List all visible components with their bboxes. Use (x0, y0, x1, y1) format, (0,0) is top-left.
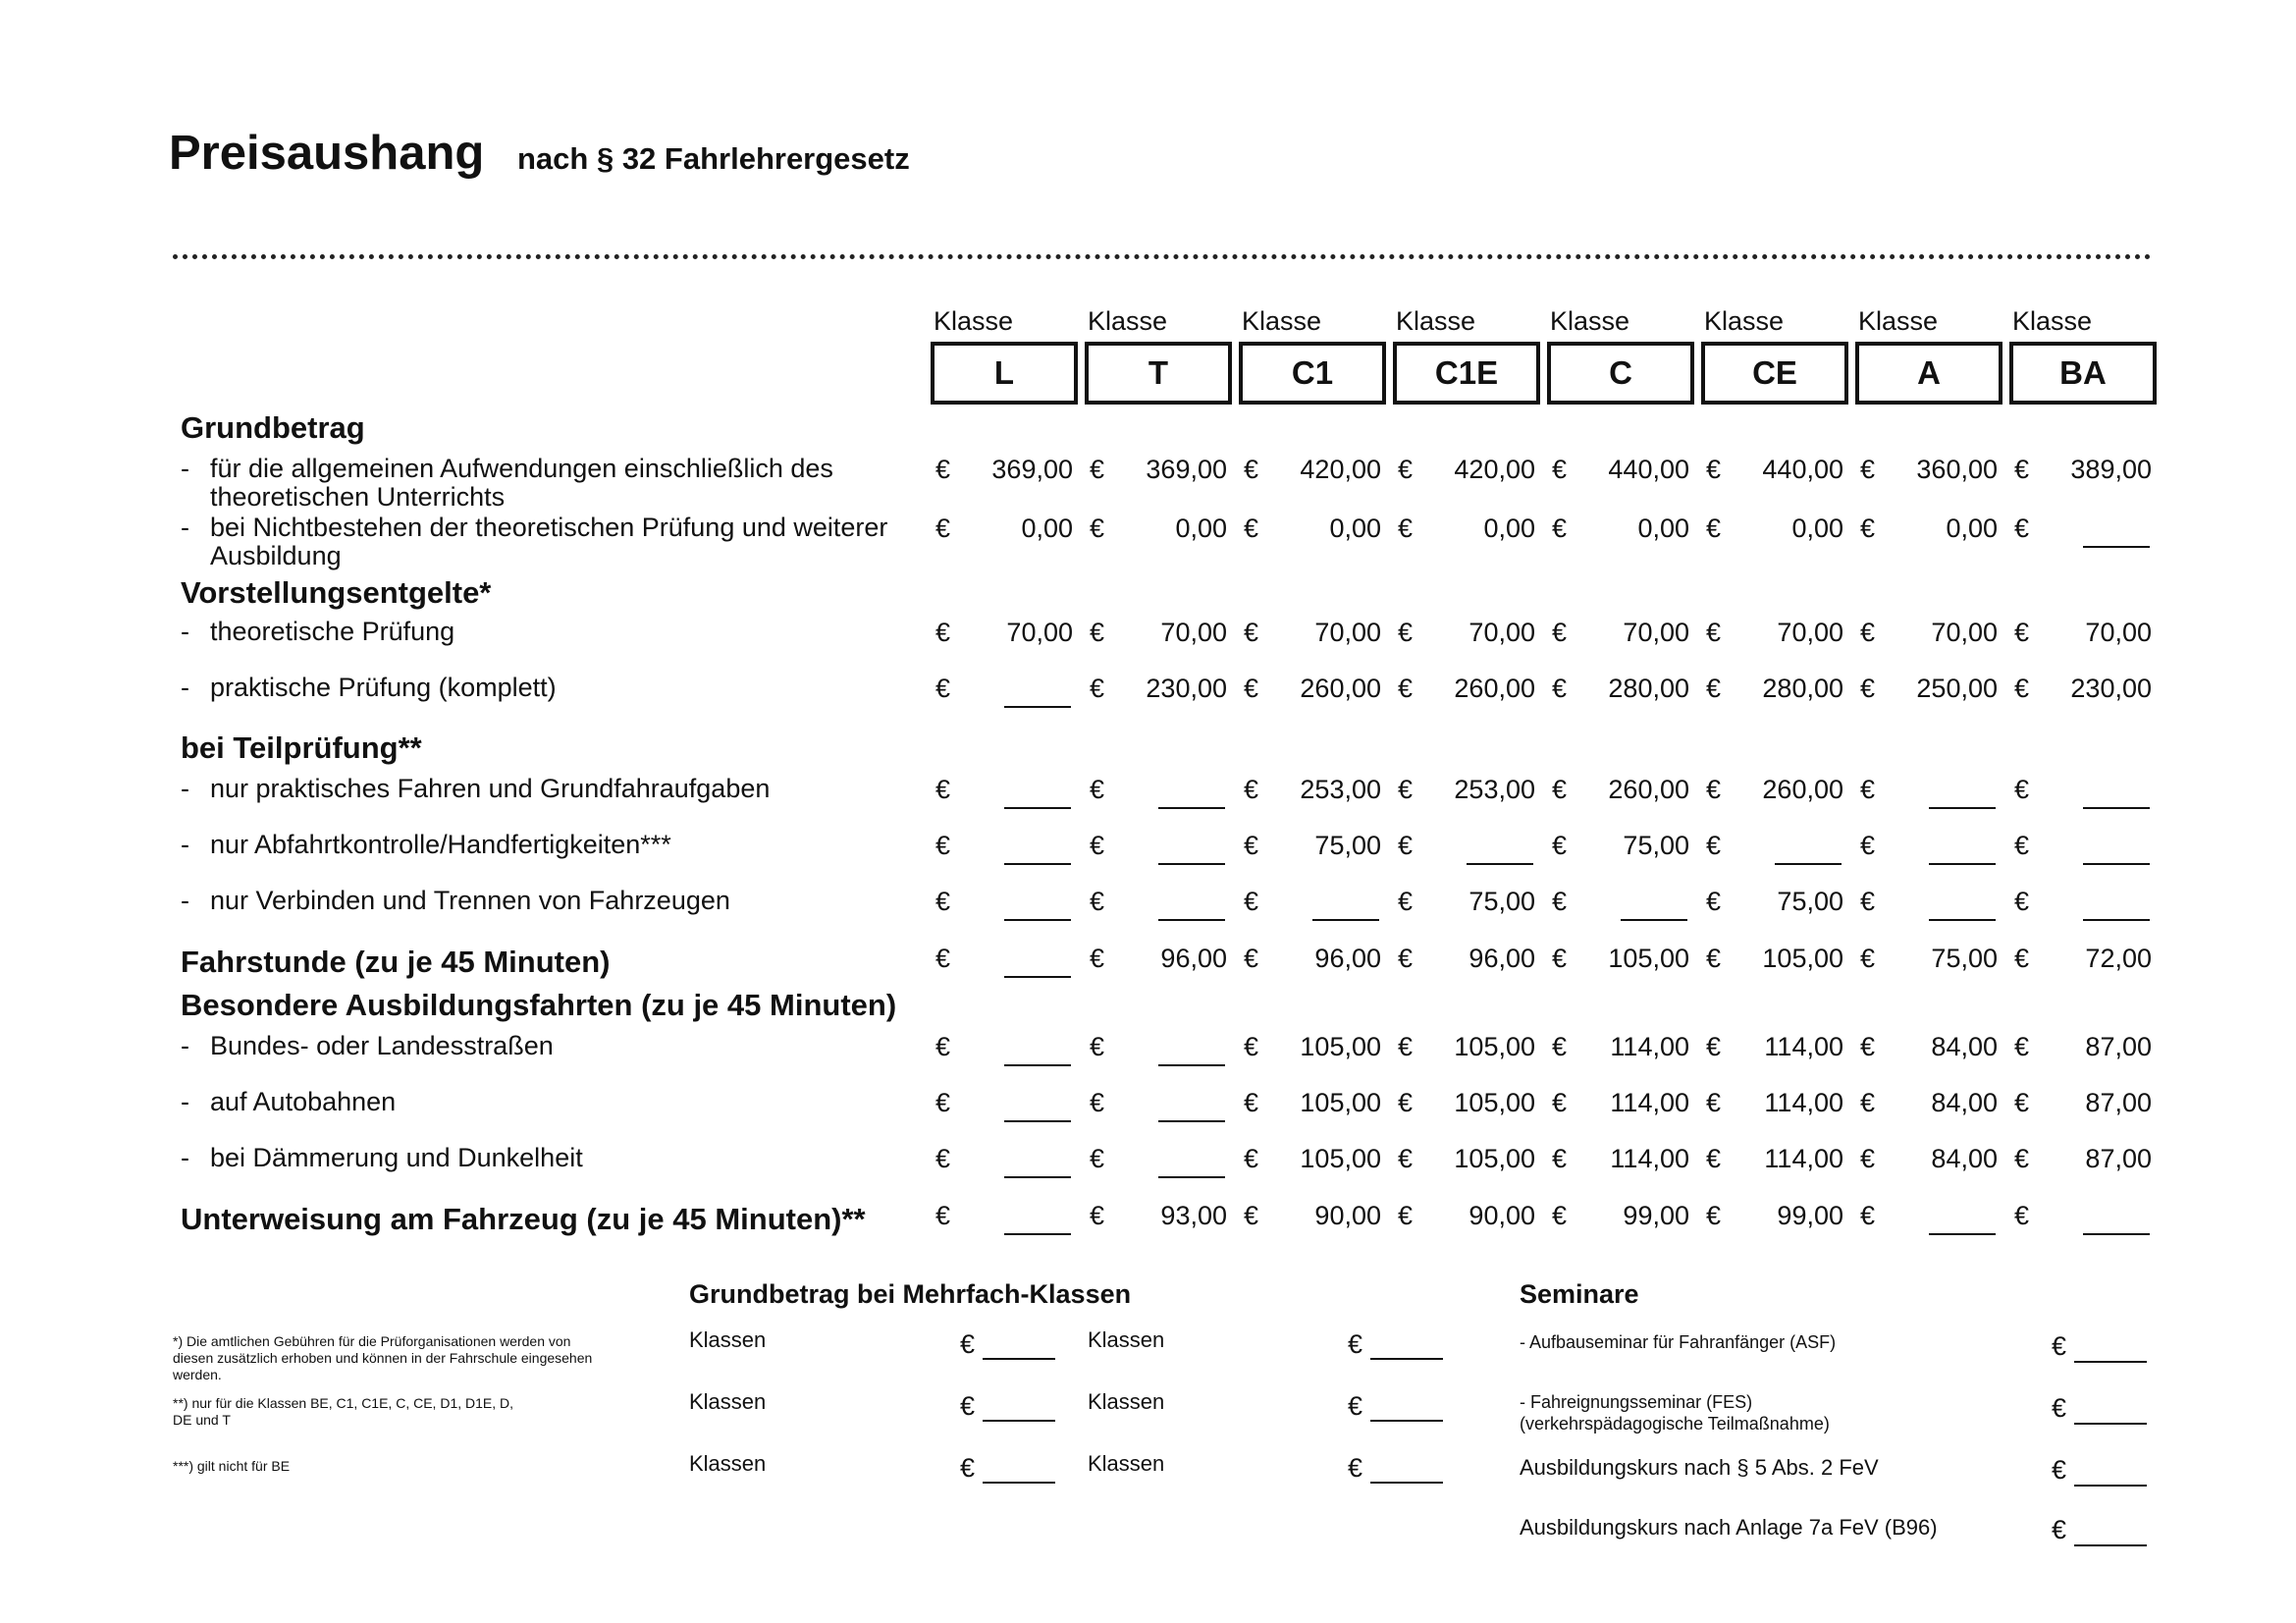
euro-sign: € (1244, 944, 1259, 973)
euro-sign: € (1244, 618, 1259, 647)
euro-sign: € (1706, 1088, 1722, 1117)
price-value: 0,00 (1175, 514, 1227, 543)
euro-sign: € (1706, 674, 1722, 703)
price-value: 260,00 (1762, 775, 1843, 804)
row-label-landesstrassen: - Bundes- oder Landesstraßen (181, 1031, 554, 1060)
euro-sign: € (935, 1032, 951, 1061)
price-value: 360,00 (1916, 455, 1998, 484)
class-box-c1: C1 (1239, 342, 1386, 405)
euro-sign: € (2014, 618, 2030, 647)
euro-sign: € (1552, 831, 1568, 860)
price-value: 260,00 (1300, 674, 1381, 703)
price-blank (983, 1482, 1055, 1484)
price-value: 420,00 (1454, 455, 1535, 484)
price-value: 90,00 (1314, 1201, 1381, 1230)
price-blank (2074, 1361, 2147, 1363)
euro-sign: € (2014, 455, 2030, 484)
euro-sign: € (1860, 514, 1876, 543)
price-value: 75,00 (1623, 831, 1689, 860)
euro-sign: € (1860, 1032, 1876, 1061)
seminar-fes: - Fahreignungsseminar (FES) (verkehrspädagogische Teilmaßnahme) (1520, 1392, 1830, 1434)
euro-sign: € (2014, 514, 2030, 543)
price-value: 70,00 (1160, 618, 1227, 647)
price-value: 70,00 (1006, 618, 1073, 647)
price-blank (1158, 1176, 1225, 1178)
price-value: 70,00 (1777, 618, 1843, 647)
euro-sign: € (935, 1088, 951, 1117)
price-value: 99,00 (1777, 1201, 1843, 1230)
price-value: 369,00 (991, 455, 1073, 484)
euro-sign: € (2014, 1032, 2030, 1061)
klassen-label: Klassen (689, 1327, 767, 1352)
euro-sign: € (1860, 1088, 1876, 1117)
euro-sign: € (960, 1329, 976, 1359)
price-value: 84,00 (1931, 1032, 1998, 1061)
price-value: 90,00 (1468, 1201, 1535, 1230)
price-value: 105,00 (1300, 1144, 1381, 1173)
price-blank (2074, 1544, 2147, 1546)
price-value: 105,00 (1454, 1144, 1535, 1173)
klassen-label: Klassen (1088, 1327, 1165, 1352)
price-blank (1929, 863, 1996, 865)
euro-sign: € (1244, 831, 1259, 860)
euro-sign: € (935, 775, 951, 804)
euro-sign: € (2014, 674, 2030, 703)
klassen-label: Klassen (1088, 1389, 1165, 1414)
price-value: 420,00 (1300, 455, 1381, 484)
price-value: 84,00 (1931, 1144, 1998, 1173)
row-label-autobahnen: - auf Autobahnen (181, 1087, 397, 1116)
price-value: 369,00 (1146, 455, 1227, 484)
euro-sign: € (2014, 1201, 2030, 1230)
euro-sign: € (1398, 674, 1414, 703)
euro-sign: € (1398, 775, 1414, 804)
row-label-allgemeine-aufwendungen: - für die allgemeinen Aufwendungen einschließlich des theoretischen Unterrichts (181, 454, 833, 512)
seminar-ausbildungskurs-5: Ausbildungskurs nach § 5 Abs. 2 FeV (1520, 1455, 1879, 1480)
price-blank (1370, 1420, 1443, 1422)
euro-sign: € (1090, 1144, 1105, 1173)
price-blank (1004, 863, 1071, 865)
price-value: 389,00 (2070, 455, 2152, 484)
euro-sign: € (1244, 514, 1259, 543)
euro-sign: € (1860, 831, 1876, 860)
euro-sign: € (1706, 1032, 1722, 1061)
price-value: 105,00 (1762, 944, 1843, 973)
euro-sign: € (1244, 775, 1259, 804)
price-value: 105,00 (1300, 1032, 1381, 1061)
price-blank (1370, 1358, 1443, 1360)
class-box-ce: CE (1701, 342, 1848, 405)
row-label-daemmerung: - bei Dämmerung und Dunkelheit (181, 1143, 583, 1172)
price-blank (1004, 807, 1071, 809)
price-value: 114,00 (1610, 1144, 1689, 1173)
price-blank (1467, 863, 1533, 865)
euro-sign: € (2014, 944, 2030, 973)
euro-sign: € (935, 455, 951, 484)
seminare-title: Seminare (1520, 1279, 1639, 1309)
section-unterweisung: Unterweisung am Fahrzeug (zu je 45 Minuten)** (181, 1202, 866, 1236)
price-value: 72,00 (2085, 944, 2152, 973)
euro-sign: € (1552, 887, 1568, 916)
klasse-label: Klasse (1704, 306, 1785, 336)
klassen-label: Klassen (1088, 1451, 1165, 1476)
seminar-asf: - Aufbauseminar für Fahranfänger (ASF) (1520, 1332, 1837, 1352)
euro-sign: € (1706, 618, 1722, 647)
euro-sign: € (935, 944, 951, 973)
price-blank (1158, 863, 1225, 865)
price-value: 114,00 (1610, 1088, 1689, 1117)
price-value: 0,00 (1483, 514, 1535, 543)
euro-sign: € (1706, 1144, 1722, 1173)
footnote-2: **) nur für die Klassen BE, C1, C1E, C, CE, D1, D1E, D, DE und T (173, 1395, 514, 1428)
price-blank (1004, 976, 1071, 978)
class-box-c1e: C1E (1393, 342, 1540, 405)
price-value: 87,00 (2085, 1032, 2152, 1061)
euro-sign: € (2052, 1455, 2067, 1485)
price-value: 70,00 (2085, 618, 2152, 647)
euro-sign: € (1552, 1088, 1568, 1117)
row-label-nichtbestehen: - bei Nichtbestehen der theoretischen Prüfung und weiterer Ausbildung (181, 513, 888, 570)
euro-sign: € (2052, 1393, 2067, 1423)
euro-sign: € (1348, 1391, 1363, 1421)
euro-sign: € (1398, 1201, 1414, 1230)
euro-sign: € (1348, 1329, 1363, 1359)
euro-sign: € (2014, 1088, 2030, 1117)
euro-sign: € (2014, 1144, 2030, 1173)
price-value: 280,00 (1608, 674, 1689, 703)
euro-sign: € (935, 674, 951, 703)
euro-sign: € (1244, 1144, 1259, 1173)
price-value: 253,00 (1300, 775, 1381, 804)
euro-sign: € (2014, 887, 2030, 916)
dotted-divider (173, 254, 2152, 259)
euro-sign: € (1090, 618, 1105, 647)
euro-sign: € (1706, 887, 1722, 916)
euro-sign: € (1090, 674, 1105, 703)
price-value: 230,00 (1146, 674, 1227, 703)
price-value: 440,00 (1608, 455, 1689, 484)
klasse-label: Klasse (1858, 306, 1939, 336)
euro-sign: € (1398, 1144, 1414, 1173)
price-blank (983, 1358, 1055, 1360)
price-value: 70,00 (1468, 618, 1535, 647)
euro-sign: € (1706, 1201, 1722, 1230)
price-blank (1158, 919, 1225, 921)
euro-sign: € (1860, 944, 1876, 973)
class-box-l: L (931, 342, 1078, 405)
price-blank (1004, 1064, 1071, 1066)
euro-sign: € (1860, 618, 1876, 647)
section-besondere-ausbildungsfahrten: Besondere Ausbildungsfahrten (zu je 45 Minuten) (181, 988, 897, 1022)
euro-sign: € (1090, 1088, 1105, 1117)
price-value: 96,00 (1160, 944, 1227, 973)
price-blank (2083, 807, 2150, 809)
euro-sign: € (1398, 831, 1414, 860)
euro-sign: € (2052, 1515, 2067, 1544)
price-blank (2074, 1485, 2147, 1487)
euro-sign: € (1860, 1144, 1876, 1173)
price-value: 114,00 (1764, 1144, 1843, 1173)
euro-sign: € (935, 1144, 951, 1173)
price-value: 0,00 (1791, 514, 1843, 543)
euro-sign: € (935, 831, 951, 860)
class-box-t: T (1085, 342, 1232, 405)
price-blank (1004, 1176, 1071, 1178)
euro-sign: € (2014, 775, 2030, 804)
price-blank (2083, 863, 2150, 865)
klasse-label: Klasse (2012, 306, 2093, 336)
price-value: 70,00 (1314, 618, 1381, 647)
euro-sign: € (960, 1391, 976, 1421)
price-blank (1929, 807, 1996, 809)
price-blank (1004, 1233, 1071, 1235)
euro-sign: € (1552, 1144, 1568, 1173)
price-blank (2083, 919, 2150, 921)
euro-sign: € (2052, 1331, 2067, 1361)
price-value: 0,00 (1021, 514, 1073, 543)
class-box-ba: BA (2009, 342, 2157, 405)
price-value: 250,00 (1916, 674, 1998, 703)
klassen-label: Klassen (689, 1451, 767, 1476)
section-teilpruefung: bei Teilprüfung** (181, 730, 422, 765)
euro-sign: € (1860, 1201, 1876, 1230)
price-value: 75,00 (1314, 831, 1381, 860)
euro-sign: € (1706, 514, 1722, 543)
euro-sign: € (1398, 1032, 1414, 1061)
price-blank (1158, 1120, 1225, 1122)
price-value: 84,00 (1931, 1088, 1998, 1117)
price-blank (1312, 919, 1379, 921)
euro-sign: € (1860, 455, 1876, 484)
class-box-c: C (1547, 342, 1694, 405)
euro-sign: € (1348, 1453, 1363, 1483)
price-value: 99,00 (1623, 1201, 1689, 1230)
price-value: 87,00 (2085, 1144, 2152, 1173)
price-value: 75,00 (1931, 944, 1998, 973)
euro-sign: € (1244, 455, 1259, 484)
euro-sign: € (1706, 775, 1722, 804)
price-value: 96,00 (1314, 944, 1381, 973)
euro-sign: € (1552, 455, 1568, 484)
euro-sign: € (2014, 831, 2030, 860)
euro-sign: € (1552, 775, 1568, 804)
klasse-label: Klasse (1396, 306, 1476, 336)
price-blank (983, 1420, 1055, 1422)
price-value: 87,00 (2085, 1088, 2152, 1117)
price-blank (1929, 1233, 1996, 1235)
price-value: 260,00 (1454, 674, 1535, 703)
row-label-praktisches-fahren: - nur praktisches Fahren und Grundfahraufgaben (181, 774, 771, 803)
price-value: 280,00 (1762, 674, 1843, 703)
row-label-verbinden-trennen: - nur Verbinden und Trennen von Fahrzeugen (181, 886, 730, 915)
euro-sign: € (935, 1201, 951, 1230)
euro-sign: € (1090, 775, 1105, 804)
price-value: 114,00 (1764, 1032, 1843, 1061)
euro-sign: € (1090, 831, 1105, 860)
price-value: 260,00 (1608, 775, 1689, 804)
euro-sign: € (1244, 1088, 1259, 1117)
price-value: 440,00 (1762, 455, 1843, 484)
euro-sign: € (960, 1453, 976, 1483)
euro-sign: € (1244, 887, 1259, 916)
euro-sign: € (1860, 674, 1876, 703)
euro-sign: € (1398, 514, 1414, 543)
price-blank (1004, 919, 1071, 921)
price-blank (1775, 863, 1842, 865)
price-value: 70,00 (1623, 618, 1689, 647)
section-vorstellungsentgelte: Vorstellungsentgelte* (181, 575, 492, 610)
euro-sign: € (1552, 1201, 1568, 1230)
price-value: 105,00 (1454, 1032, 1535, 1061)
euro-sign: € (1706, 944, 1722, 973)
class-box-a: A (1855, 342, 2002, 405)
euro-sign: € (1552, 944, 1568, 973)
euro-sign: € (1860, 775, 1876, 804)
klasse-label: Klasse (1088, 306, 1168, 336)
page-title: Preisaushang (169, 127, 485, 180)
price-blank (2083, 546, 2150, 548)
section-grundbetrag: Grundbetrag (181, 410, 365, 445)
price-value: 0,00 (1329, 514, 1381, 543)
row-label-theoretische-pruefung: - theoretische Prüfung (181, 617, 455, 646)
euro-sign: € (1090, 944, 1105, 973)
page-subtitle: nach § 32 Fahrlehrergesetz (517, 141, 910, 176)
euro-sign: € (1552, 618, 1568, 647)
euro-sign: € (1090, 887, 1105, 916)
price-value: 0,00 (1946, 514, 1998, 543)
euro-sign: € (1398, 944, 1414, 973)
euro-sign: € (1860, 887, 1876, 916)
price-value: 253,00 (1454, 775, 1535, 804)
row-label-abfahrtkontrolle: - nur Abfahrtkontrolle/Handfertigkeiten*** (181, 830, 671, 859)
price-value: 96,00 (1468, 944, 1535, 973)
klasse-label: Klasse (1242, 306, 1322, 336)
price-value: 75,00 (1468, 887, 1535, 916)
euro-sign: € (1090, 1201, 1105, 1230)
euro-sign: € (1244, 1201, 1259, 1230)
footnote-3: ***) gilt nicht für BE (173, 1458, 291, 1474)
section-fahrstunde: Fahrstunde (zu je 45 Minuten) (181, 945, 611, 979)
mehrfach-klassen-title: Grundbetrag bei Mehrfach-Klassen (689, 1279, 1132, 1309)
price-value: 105,00 (1300, 1088, 1381, 1117)
price-blank (2083, 1233, 2150, 1235)
euro-sign: € (1552, 1032, 1568, 1061)
price-value: 114,00 (1764, 1088, 1843, 1117)
footnote-1: *) Die amtlichen Gebühren für die Prüforganisationen werden von diesen zusätzlich erhoben und können in der Fahrschule eingesehen werden. (173, 1333, 593, 1382)
euro-sign: € (1398, 455, 1414, 484)
euro-sign: € (1552, 674, 1568, 703)
euro-sign: € (1398, 618, 1414, 647)
price-blank (2074, 1423, 2147, 1425)
euro-sign: € (1552, 514, 1568, 543)
euro-sign: € (1398, 887, 1414, 916)
euro-sign: € (1398, 1088, 1414, 1117)
klassen-label: Klassen (689, 1389, 767, 1414)
euro-sign: € (935, 618, 951, 647)
price-blank (1158, 1064, 1225, 1066)
price-blank (1004, 706, 1071, 708)
price-blank (1158, 807, 1225, 809)
row-label-praktische-pruefung: - praktische Prüfung (komplett) (181, 673, 557, 702)
price-value: 75,00 (1777, 887, 1843, 916)
price-blank (1004, 1120, 1071, 1122)
euro-sign: € (1090, 1032, 1105, 1061)
euro-sign: € (1090, 514, 1105, 543)
price-value: 70,00 (1931, 618, 1998, 647)
seminar-ausbildungskurs-b96: Ausbildungskurs nach Anlage 7a FeV (B96) (1520, 1515, 1938, 1540)
euro-sign: € (1706, 455, 1722, 484)
price-value: 230,00 (2070, 674, 2152, 703)
klasse-label: Klasse (934, 306, 1014, 336)
price-blank (1370, 1482, 1443, 1484)
euro-sign: € (1090, 455, 1105, 484)
price-value: 114,00 (1610, 1032, 1689, 1061)
price-blank (1621, 919, 1687, 921)
euro-sign: € (1244, 674, 1259, 703)
euro-sign: € (1244, 1032, 1259, 1061)
price-value: 93,00 (1160, 1201, 1227, 1230)
price-value: 0,00 (1637, 514, 1689, 543)
price-value: 105,00 (1454, 1088, 1535, 1117)
klasse-label: Klasse (1550, 306, 1630, 336)
euro-sign: € (1706, 831, 1722, 860)
euro-sign: € (935, 514, 951, 543)
price-value: 105,00 (1608, 944, 1689, 973)
price-blank (1929, 919, 1996, 921)
euro-sign: € (935, 887, 951, 916)
